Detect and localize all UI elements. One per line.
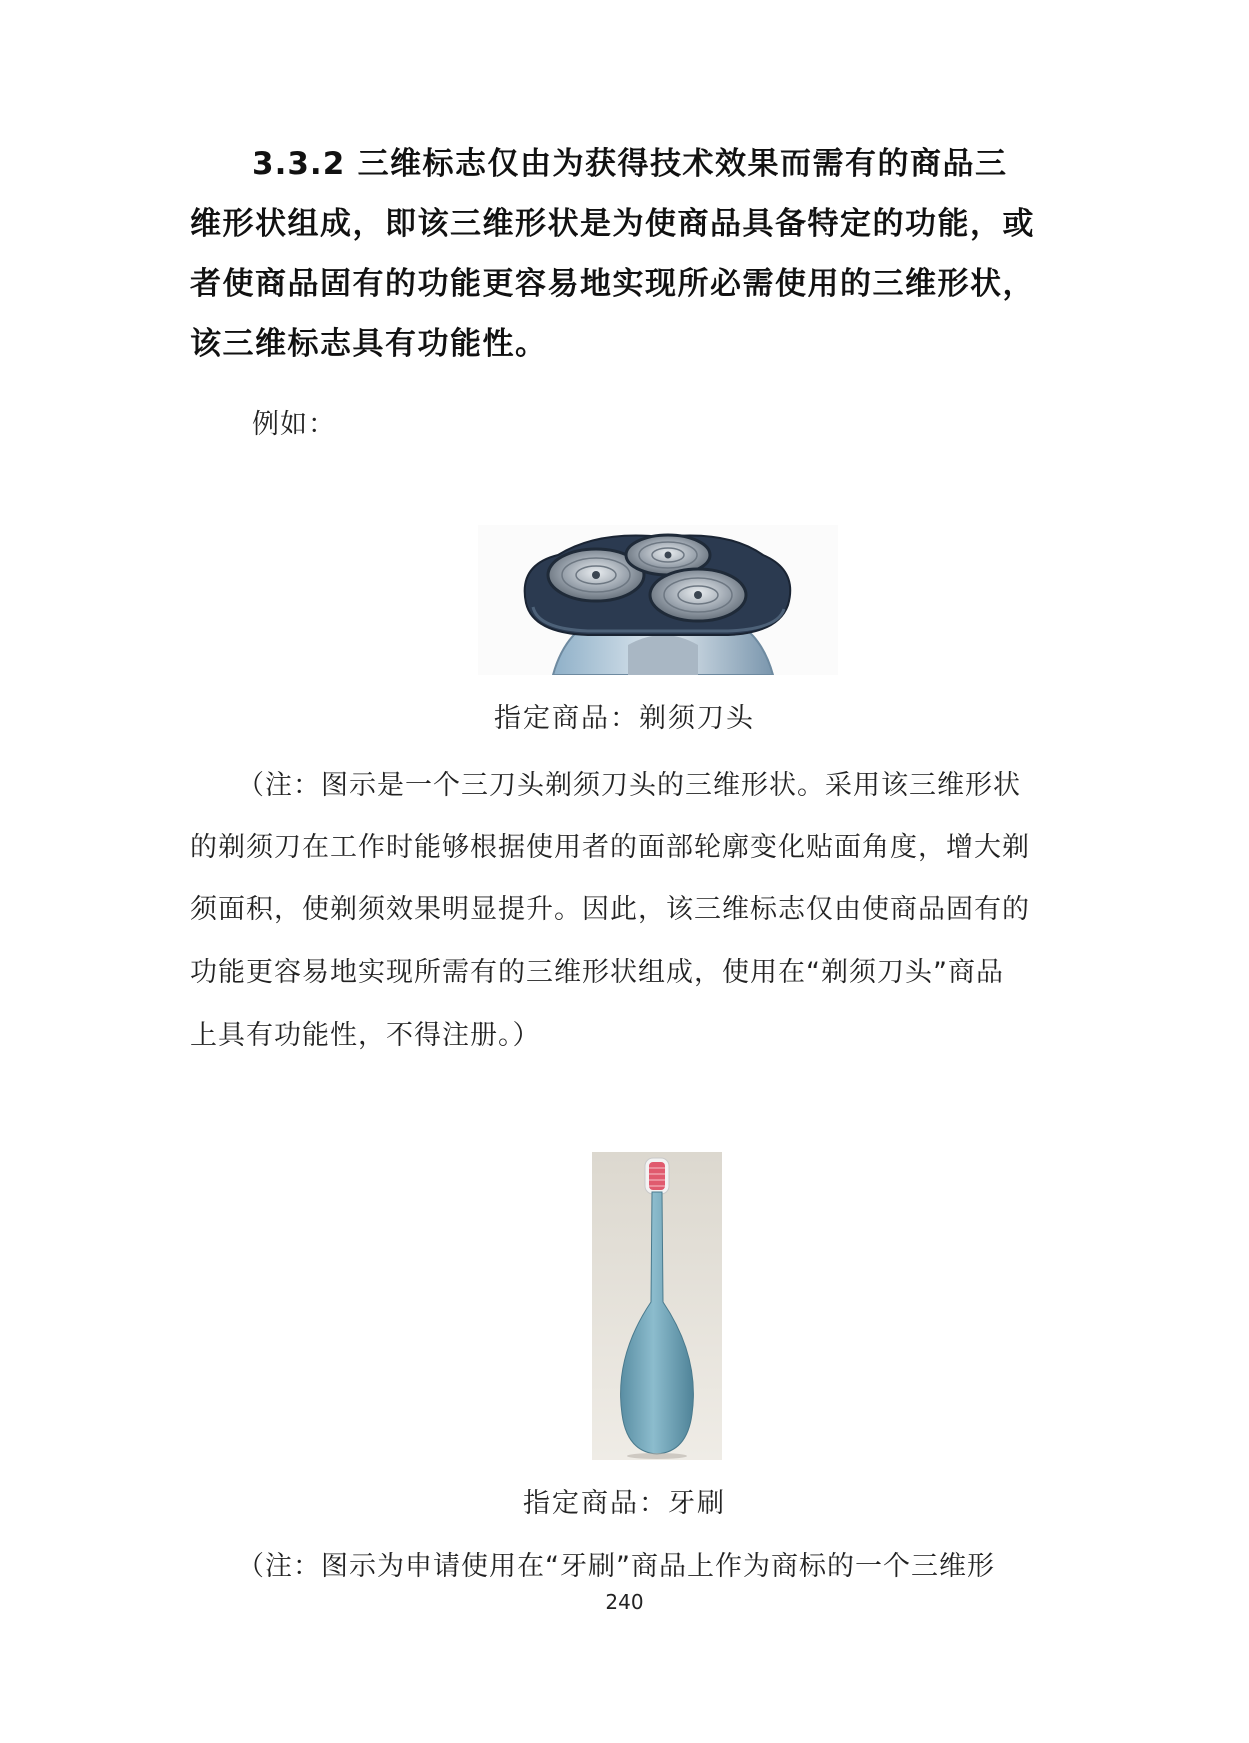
figure-1-note-line-1: （注：图示是一个三刀头剃须刀头的三维形状。采用该三维形状 bbox=[237, 770, 1021, 801]
section-heading-line-2: 维形状组成，即该三维形状是为使商品具备特定的功能，或 bbox=[190, 206, 1035, 242]
figure-1-caption: 指定商品：剃须刀头 bbox=[494, 703, 755, 734]
toothbrush-image bbox=[592, 1152, 722, 1460]
toothbrush-illustration bbox=[592, 1152, 722, 1460]
example-intro: 例如： bbox=[252, 409, 336, 440]
section-heading-line-1 bbox=[252, 144, 1132, 184]
section-heading-line-4: 该三维标志具有功能性。 bbox=[190, 326, 548, 362]
figure-1-note-line-5: 上具有功能性，不得注册。） bbox=[190, 1020, 541, 1051]
page-number: 240 bbox=[605, 1590, 644, 1614]
shaver-head-image bbox=[478, 525, 838, 675]
section-heading-text-1: 三维标志仅由为获得技术效果而需有的商品三 bbox=[357, 146, 1008, 182]
figure-1-note-line-4: 功能更容易地实现所需有的三维形状组成，使用在“剃须刀头”商品 bbox=[190, 957, 1004, 988]
shaver-head-illustration bbox=[478, 525, 838, 675]
figure-1-note-line-3: 须面积，使剃须效果明显提升。因此，该三维标志仅由使商品固有的 bbox=[190, 894, 1030, 925]
section-heading-line-3: 者使商品固有的功能更容易地实现所必需使用的三维形状， bbox=[190, 266, 1035, 302]
figure-2-caption: 指定商品：牙刷 bbox=[523, 1488, 726, 1519]
section-number: 3.3.2 bbox=[252, 146, 346, 182]
figure-1-note-line-2: 的剃须刀在工作时能够根据使用者的面部轮廓变化贴面角度，增大剃 bbox=[190, 832, 1030, 863]
figure-2-note-line-1: （注：图示为申请使用在“牙刷”商品上作为商标的一个三维形 bbox=[237, 1551, 995, 1582]
